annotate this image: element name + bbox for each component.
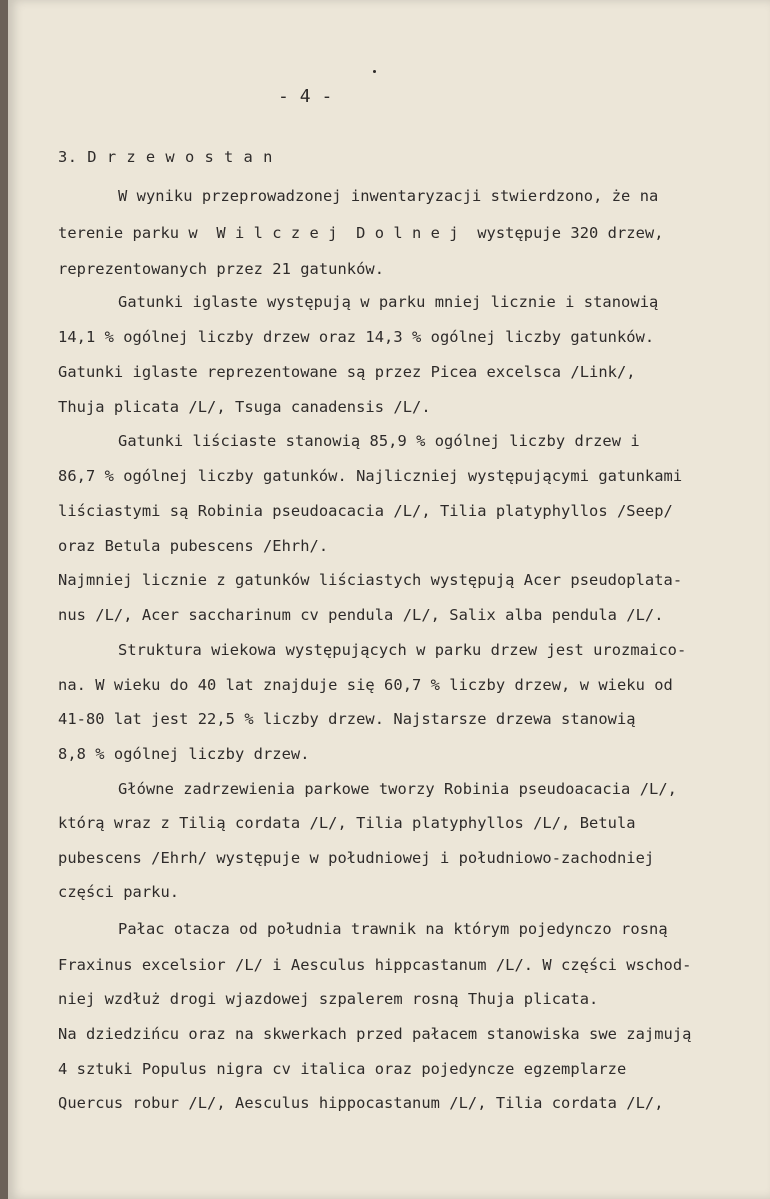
text-line: 8,8 % ogólnej liczby drzew.: [58, 745, 310, 763]
text-line: oraz Betula pubescens /Ehrh/.: [58, 537, 329, 555]
text-line: 14,1 % ogólnej liczby drzew oraz 14,3 % ogólnej liczby gatunków.: [58, 328, 655, 346]
text-line: Na dziedzińcu oraz na skwerkach przed pałacem stanowiska swe zajmują: [58, 1025, 692, 1043]
text-line: Najmniej licznie z gatunków liściastych występują Acer pseudoplata-: [58, 571, 683, 589]
text-line: Fraxinus excelsior /L/ i Aesculus hippcastanum /L/. W części wschod-: [58, 956, 692, 974]
text-line: Pałac otacza od południa trawnik na którym pojedynczo rosną: [118, 920, 668, 938]
text-line: pubescens /Ehrh/ występuje w południowej i południowo-zachodniej: [58, 849, 655, 867]
ink-dot: [373, 70, 376, 73]
text-line: 86,7 % ogólnej liczby gatunków. Najliczniej występującymi gatunkami: [58, 467, 683, 485]
text-line: reprezentowanych przez 21 gatunków.: [58, 260, 385, 278]
text-line: nus /L/, Acer saccharinum cv pendula /L/, Salix alba pendula /L/.: [58, 606, 664, 624]
text-line: części parku.: [58, 883, 180, 901]
text-line: liściastymi są Robinia pseudoacacia /L/, Tilia platyphyllos /Seep/: [58, 502, 673, 520]
text-line: niej wzdłuż drogi wjazdowej szpalerem rosną Thuja plicata.: [58, 990, 599, 1008]
text-line: Quercus robur /L/, Aesculus hippocastanum /L/, Tilia cordata /L/,: [58, 1094, 664, 1112]
text-line: Struktura wiekowa występujących w parku drzew jest urozmaico-: [118, 641, 687, 659]
text-line: terenie parku w W i l c z e j D o l n e j występuje 320 drzew,: [58, 224, 664, 242]
text-line: Thuja plicata /L/, Tsuga canadensis /L/.: [58, 398, 431, 416]
text-line: Gatunki liściaste stanowią 85,9 % ogólnej liczby drzew i: [118, 432, 640, 450]
text-line: Główne zadrzewienia parkowe tworzy Robinia pseudoacacia /L/,: [118, 780, 677, 798]
text-line: Gatunki iglaste reprezentowane są przez Picea excelsca /Link/,: [58, 363, 636, 381]
text-line: na. W wieku do 40 lat znajduje się 60,7 % liczby drzew, w wieku od: [58, 676, 673, 694]
text-line: W wyniku przeprowadzonej inwentaryzacji stwierdzono, że na: [118, 187, 659, 205]
text-line: 4 sztuki Populus nigra cv italica oraz pojedyncze egzemplarze: [58, 1060, 627, 1078]
page-number: - 4 -: [278, 86, 333, 107]
typed-page: [8, 0, 770, 1199]
text-line: którą wraz z Tilią cordata /L/, Tilia platyphyllos /L/, Betula: [58, 814, 636, 832]
text-line: Gatunki iglaste występują w parku mniej licznie i stanowią: [118, 293, 659, 311]
text-line: 41-80 lat jest 22,5 % liczby drzew. Najstarsze drzewa stanowią: [58, 710, 636, 728]
section-heading: 3. D r z e w o s t a n: [58, 148, 273, 166]
